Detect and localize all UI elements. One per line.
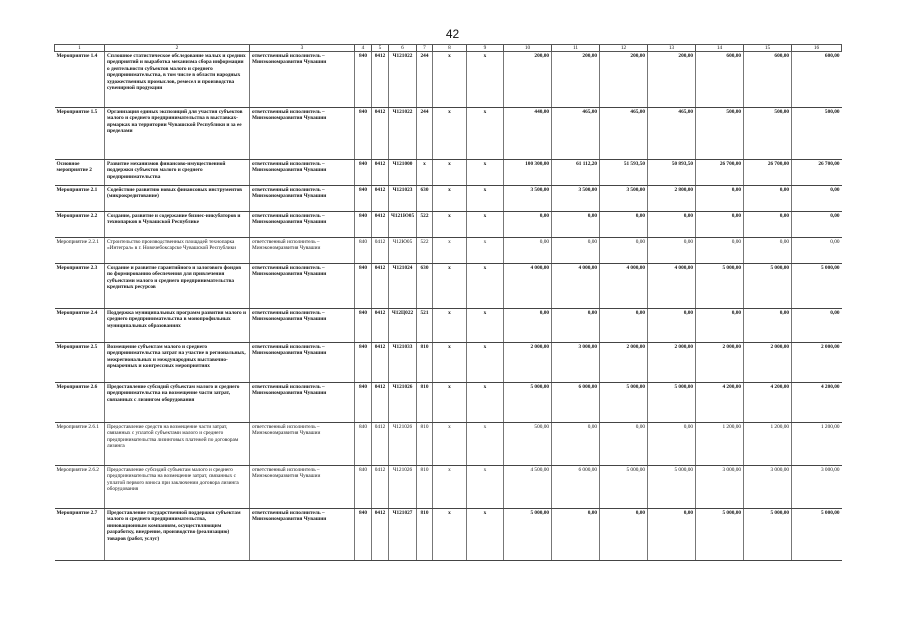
event-id-cell: Мероприятие 2.1	[55, 186, 105, 212]
amount-cell: 2 000,00	[792, 343, 842, 383]
table-row	[55, 52, 842, 108]
amount-cell: 0,00	[600, 309, 648, 343]
amount-cell: 200,00	[504, 52, 552, 108]
column-number-header: 13	[648, 45, 696, 52]
amount-cell: 5 000,00	[648, 383, 696, 423]
column-number-header: 5	[372, 45, 389, 52]
code-cell: x	[467, 108, 504, 160]
column-number-header: 2	[105, 45, 250, 52]
executor-cell: ответственный исполнитель – Минэкономразвития Чувашии	[250, 509, 355, 561]
amount-cell: 3 500,00	[552, 186, 600, 212]
code-cell: 0412	[372, 466, 389, 509]
code-cell: Ч121022	[389, 52, 417, 108]
amount-cell: 3 000,00	[792, 466, 842, 509]
amount-cell: 200,00	[600, 52, 648, 108]
code-cell: Ч121026	[389, 466, 417, 509]
amount-cell: 5 000,00	[648, 466, 696, 509]
table-row	[55, 160, 842, 186]
table-row	[55, 212, 842, 238]
event-id-cell: Мероприятие 2.2	[55, 212, 105, 238]
event-id-cell: Мероприятие 2.6.1	[55, 423, 105, 466]
code-cell: 840	[355, 108, 372, 160]
code-cell: Ч121027	[389, 509, 417, 561]
event-id-cell: Мероприятие 2.5	[55, 343, 105, 383]
amount-cell: 0,00	[600, 212, 648, 238]
amount-cell: 5 000,00	[744, 509, 792, 561]
event-id-cell: Мероприятие 1.4	[55, 52, 105, 108]
code-cell: 630	[417, 264, 433, 309]
executor-cell: ответственный исполнитель – Минэкономразвития Чувашии	[250, 52, 355, 108]
event-title-cell: Организация единых экспозиций для участия субъектов малого и среднего предпринимательства в выставках-ярмарках на территории Чувашской Республики и за ее пределами	[105, 108, 250, 160]
amount-cell: 200,00	[648, 52, 696, 108]
amount-cell: 26 700,00	[792, 160, 842, 186]
code-cell: 0412	[372, 423, 389, 466]
executor-cell: ответственный исполнитель – Минэкономразвития Чувашии	[250, 212, 355, 238]
amount-cell: 500,00	[696, 108, 744, 160]
event-id-cell: Мероприятие 2.2.1	[55, 238, 105, 264]
amount-cell: 26 700,00	[744, 160, 792, 186]
code-cell: 840	[355, 383, 372, 423]
column-number-header: 9	[467, 45, 504, 52]
executor-cell: ответственный исполнитель – Минэкономразвития Чувашии	[250, 186, 355, 212]
code-cell: 810	[417, 509, 433, 561]
table-row	[55, 509, 842, 561]
code-cell: x	[467, 238, 504, 264]
code-cell: Ч121026	[389, 383, 417, 423]
code-cell: 840	[355, 343, 372, 383]
column-number-header: 6	[389, 45, 417, 52]
code-cell: 840	[355, 466, 372, 509]
amount-cell: 440,00	[504, 108, 552, 160]
event-title-cell: Поддержка муниципальных программ развития малого и среднего предпринимательства в монопрофильных муниципальных образованиях	[105, 309, 250, 343]
code-cell: 0412	[372, 383, 389, 423]
event-title-cell: Предоставление средств на возмещение части затрат, связанных с уплатой субъектами малого и среднего предпринимательства лизинговых платежей по договорам лизинга	[105, 423, 250, 466]
table-row	[55, 383, 842, 423]
table-row	[55, 238, 842, 264]
amount-cell: 4 200,00	[792, 383, 842, 423]
column-number-header: 8	[433, 45, 467, 52]
code-cell: 840	[355, 509, 372, 561]
executor-cell: ответственный исполнитель – Минэкономразвития Чувашии	[250, 383, 355, 423]
event-title-cell: Возмещение субъектам малого и среднего предпринимательства затрат на участие в региональных, межрегиональных и международных выставочно-ярмарочных и конгрессных мероприятиях	[105, 343, 250, 383]
table-row	[55, 423, 842, 466]
amount-cell: 3 000,00	[552, 343, 600, 383]
amount-cell: 100 300,00	[504, 160, 552, 186]
column-number-header: 16	[792, 45, 842, 52]
amount-cell: 3 000,00	[744, 466, 792, 509]
amount-cell: 0,00	[792, 238, 842, 264]
amount-cell: 1 200,00	[696, 423, 744, 466]
amount-cell: 0,00	[696, 238, 744, 264]
code-cell: 810	[417, 423, 433, 466]
code-cell: 0412	[372, 343, 389, 383]
amount-cell: 2 000,00	[648, 343, 696, 383]
event-title-cell: Сплошное статистическое обследование малых и средних предприятий и выработка механизма сбора информации о деятельности субъектов малого и среднего предпринимательства, в том числе в области народных художественных промыслов, ремесел и производства сувенирной продукции	[105, 52, 250, 108]
table-row	[55, 466, 842, 509]
event-id-cell: Мероприятие 2.3	[55, 264, 105, 309]
executor-cell: ответственный исполнитель – Минэкономразвития Чувашии	[250, 238, 355, 264]
code-cell: 810	[417, 383, 433, 423]
code-cell: x	[433, 108, 467, 160]
code-cell: x	[433, 212, 467, 238]
column-number-header: 1	[55, 45, 105, 52]
amount-cell: 0,00	[648, 309, 696, 343]
code-cell: x	[433, 160, 467, 186]
code-cell: 840	[355, 52, 372, 108]
code-cell: 0412	[372, 108, 389, 160]
table-body	[55, 45, 842, 561]
table-row	[55, 309, 842, 343]
table-row	[55, 264, 842, 309]
code-cell: x	[433, 509, 467, 561]
table-row	[55, 108, 842, 160]
code-cell: x	[467, 52, 504, 108]
code-cell: 630	[417, 186, 433, 212]
amount-cell: 1 200,00	[792, 423, 842, 466]
page-number: 42	[445, 27, 460, 41]
event-title-cell: Развитие механизмов финансово-имущественной поддержки субъектов малого и среднего предпринимательства	[105, 160, 250, 186]
amount-cell: 5 000,00	[600, 383, 648, 423]
code-cell: 0412	[372, 509, 389, 561]
code-cell: 522	[417, 238, 433, 264]
amount-cell: 26 700,00	[696, 160, 744, 186]
amount-cell: 4 000,00	[552, 264, 600, 309]
amount-cell: 0,00	[744, 186, 792, 212]
code-cell: Ч121023	[389, 186, 417, 212]
executor-cell: ответственный исполнитель – Минэкономразвития Чувашии	[250, 466, 355, 509]
code-cell: 840	[355, 238, 372, 264]
header-row	[55, 45, 842, 52]
code-cell: x	[433, 466, 467, 509]
event-title-cell: Предоставление субсидий субъектам малого и среднего предпринимательства на возмещение части затрат, связанных с лизингом оборудования	[105, 383, 250, 423]
amount-cell: 5 000,00	[696, 509, 744, 561]
amount-cell: 0,00	[744, 238, 792, 264]
event-id-cell: Мероприятие 2.6.2	[55, 466, 105, 509]
amount-cell: 5 000,00	[504, 509, 552, 561]
code-cell: 840	[355, 264, 372, 309]
amount-cell: 0,00	[552, 309, 600, 343]
column-number-header: 11	[552, 45, 600, 52]
code-cell: x	[433, 264, 467, 309]
amount-cell: 0,00	[600, 509, 648, 561]
amount-cell: 4 000,00	[600, 264, 648, 309]
table-row	[55, 343, 842, 383]
code-cell: 840	[355, 309, 372, 343]
code-cell: x	[467, 160, 504, 186]
executor-cell: ответственный исполнитель – Минэкономразвития Чувашии	[250, 343, 355, 383]
executor-cell: ответственный исполнитель – Минэкономразвития Чувашии	[250, 108, 355, 160]
amount-cell: 2 000,00	[744, 343, 792, 383]
code-cell: x	[433, 383, 467, 423]
column-number-header: 14	[696, 45, 744, 52]
column-number-header: 7	[417, 45, 433, 52]
code-cell: Ч121024	[389, 264, 417, 309]
amount-cell: 2 000,00	[504, 343, 552, 383]
amount-cell: 5 000,00	[792, 264, 842, 309]
column-number-header: 12	[600, 45, 648, 52]
code-cell: Ч121026	[389, 423, 417, 466]
amount-cell: 0,00	[552, 509, 600, 561]
amount-cell: 3 500,00	[600, 186, 648, 212]
amount-cell: 0,00	[552, 238, 600, 264]
code-cell: 0412	[372, 186, 389, 212]
code-cell: x	[433, 186, 467, 212]
code-cell: x	[467, 343, 504, 383]
budget-table	[54, 44, 842, 561]
amount-cell: 51 593,50	[600, 160, 648, 186]
code-cell: 244	[417, 52, 433, 108]
amount-cell: 2 000,00	[600, 343, 648, 383]
amount-cell: 3 500,00	[504, 186, 552, 212]
code-cell: x	[467, 212, 504, 238]
amount-cell: 0,00	[792, 212, 842, 238]
amount-cell: 3 000,00	[696, 466, 744, 509]
amount-cell: 500,00	[504, 423, 552, 466]
code-cell: x	[433, 309, 467, 343]
code-cell: x	[433, 52, 467, 108]
amount-cell: 465,00	[552, 108, 600, 160]
amount-cell: 600,00	[792, 52, 842, 108]
event-id-cell: Основное мероприятие 2	[55, 160, 105, 186]
amount-cell: 0,00	[648, 238, 696, 264]
event-title-cell: Предоставление государственной поддержки субъектам малого и среднего предпринимательства, инновационным компаниям, осуществляющим разработку, внедрение, производство (реализацию) товаров (работ, услуг)	[105, 509, 250, 561]
amount-cell: 465,00	[648, 108, 696, 160]
event-id-cell: Мероприятие 2.4	[55, 309, 105, 343]
code-cell: 244	[417, 108, 433, 160]
code-cell: 840	[355, 423, 372, 466]
amount-cell: 5 000,00	[696, 264, 744, 309]
code-cell: 0412	[372, 160, 389, 186]
amount-cell: 4 000,00	[648, 264, 696, 309]
amount-cell: 465,00	[600, 108, 648, 160]
amount-cell: 4 200,00	[744, 383, 792, 423]
code-cell: Ч121022	[389, 108, 417, 160]
code-cell: x	[467, 423, 504, 466]
column-number-header: 10	[504, 45, 552, 52]
code-cell: x	[467, 309, 504, 343]
code-cell: 810	[417, 466, 433, 509]
amount-cell: 0,00	[552, 423, 600, 466]
event-title-cell: Содействие развитию новых финансовых инструментов (микрокредитование)	[105, 186, 250, 212]
amount-cell: 5 000,00	[792, 509, 842, 561]
executor-cell: ответственный исполнитель – Минэкономразвития Чувашии	[250, 264, 355, 309]
code-cell: 0412	[372, 309, 389, 343]
code-cell: 521	[417, 309, 433, 343]
amount-cell: 4 200,00	[696, 383, 744, 423]
amount-cell: 0,00	[552, 212, 600, 238]
code-cell: x	[433, 343, 467, 383]
amount-cell: 0,00	[504, 212, 552, 238]
code-cell: 0412	[372, 52, 389, 108]
amount-cell: 4 500,00	[504, 466, 552, 509]
amount-cell: 6 000,00	[552, 466, 600, 509]
code-cell: 840	[355, 212, 372, 238]
event-id-cell: Мероприятие 2.6	[55, 383, 105, 423]
code-cell: Ч12Ц022	[389, 309, 417, 343]
amount-cell: 0,00	[792, 186, 842, 212]
amount-cell: 5 000,00	[600, 466, 648, 509]
code-cell: x	[467, 466, 504, 509]
code-cell: Ч121033	[389, 343, 417, 383]
code-cell: Ч121Ю05	[389, 212, 417, 238]
event-title-cell: Создание и развитие гарантийного и залогового фондов по формированию обеспечения для привлечения субъектами малого и среднего предпринимательства кредитных ресурсов	[105, 264, 250, 309]
amount-cell: 61 112,20	[552, 160, 600, 186]
amount-cell: 0,00	[504, 309, 552, 343]
code-cell: x	[467, 186, 504, 212]
event-id-cell: Мероприятие 1.5	[55, 108, 105, 160]
code-cell: Ч12Ю05	[389, 238, 417, 264]
code-cell: x	[433, 238, 467, 264]
amount-cell: 4 000,00	[504, 264, 552, 309]
code-cell: x	[467, 509, 504, 561]
amount-cell: 0,00	[696, 309, 744, 343]
amount-cell: 0,00	[600, 238, 648, 264]
event-title-cell: Создание, развитие и содержание бизнес-инкубаторов и технопарков в Чувашской Республике	[105, 212, 250, 238]
amount-cell: 2 800,00	[648, 186, 696, 212]
event-title-cell: Строительство производственных площадей технопарка «Интеграл» в г. Новочебоксарске Чувашской Республики	[105, 238, 250, 264]
amount-cell: 0,00	[504, 238, 552, 264]
amount-cell: 1 200,00	[744, 423, 792, 466]
amount-cell: 500,00	[744, 108, 792, 160]
executor-cell: ответственный исполнитель – Минэкономразвития Чувашии	[250, 160, 355, 186]
amount-cell: 0,00	[744, 212, 792, 238]
column-number-header: 4	[355, 45, 372, 52]
amount-cell: 2 000,00	[696, 343, 744, 383]
amount-cell: 50 893,50	[648, 160, 696, 186]
amount-cell: 0,00	[744, 309, 792, 343]
table-row	[55, 186, 842, 212]
amount-cell: 0,00	[600, 423, 648, 466]
column-number-header: 15	[744, 45, 792, 52]
amount-cell: 200,00	[552, 52, 600, 108]
code-cell: 840	[355, 160, 372, 186]
code-cell: x	[433, 423, 467, 466]
code-cell: 0412	[372, 238, 389, 264]
amount-cell: 0,00	[696, 212, 744, 238]
amount-cell: 5 000,00	[744, 264, 792, 309]
amount-cell: 0,00	[792, 309, 842, 343]
amount-cell: 6 000,00	[552, 383, 600, 423]
code-cell: 810	[417, 343, 433, 383]
amount-cell: 0,00	[696, 186, 744, 212]
executor-cell: ответственный исполнитель – Минэкономразвития Чувашии	[250, 423, 355, 466]
code-cell: 840	[355, 186, 372, 212]
code-cell: 522	[417, 212, 433, 238]
amount-cell: 0,00	[648, 423, 696, 466]
code-cell: x	[417, 160, 433, 186]
event-title-cell: Предоставление субсидий субъектам малого и среднего предпринимательства на возмещение затрат, связанных с уплатой первого взноса при заключении договора лизинга оборудования	[105, 466, 250, 509]
executor-cell: ответственный исполнитель – Минэкономразвития Чувашии	[250, 309, 355, 343]
amount-cell: 600,00	[696, 52, 744, 108]
amount-cell: 0,00	[648, 509, 696, 561]
column-number-header: 3	[250, 45, 355, 52]
code-cell: x	[467, 383, 504, 423]
code-cell: 0412	[372, 212, 389, 238]
code-cell: 0412	[372, 264, 389, 309]
amount-cell: 500,00	[792, 108, 842, 160]
amount-cell: 600,00	[744, 52, 792, 108]
code-cell: Ч121000	[389, 160, 417, 186]
amount-cell: 0,00	[648, 212, 696, 238]
code-cell: x	[467, 264, 504, 309]
amount-cell: 5 000,00	[504, 383, 552, 423]
event-id-cell: Мероприятие 2.7	[55, 509, 105, 561]
